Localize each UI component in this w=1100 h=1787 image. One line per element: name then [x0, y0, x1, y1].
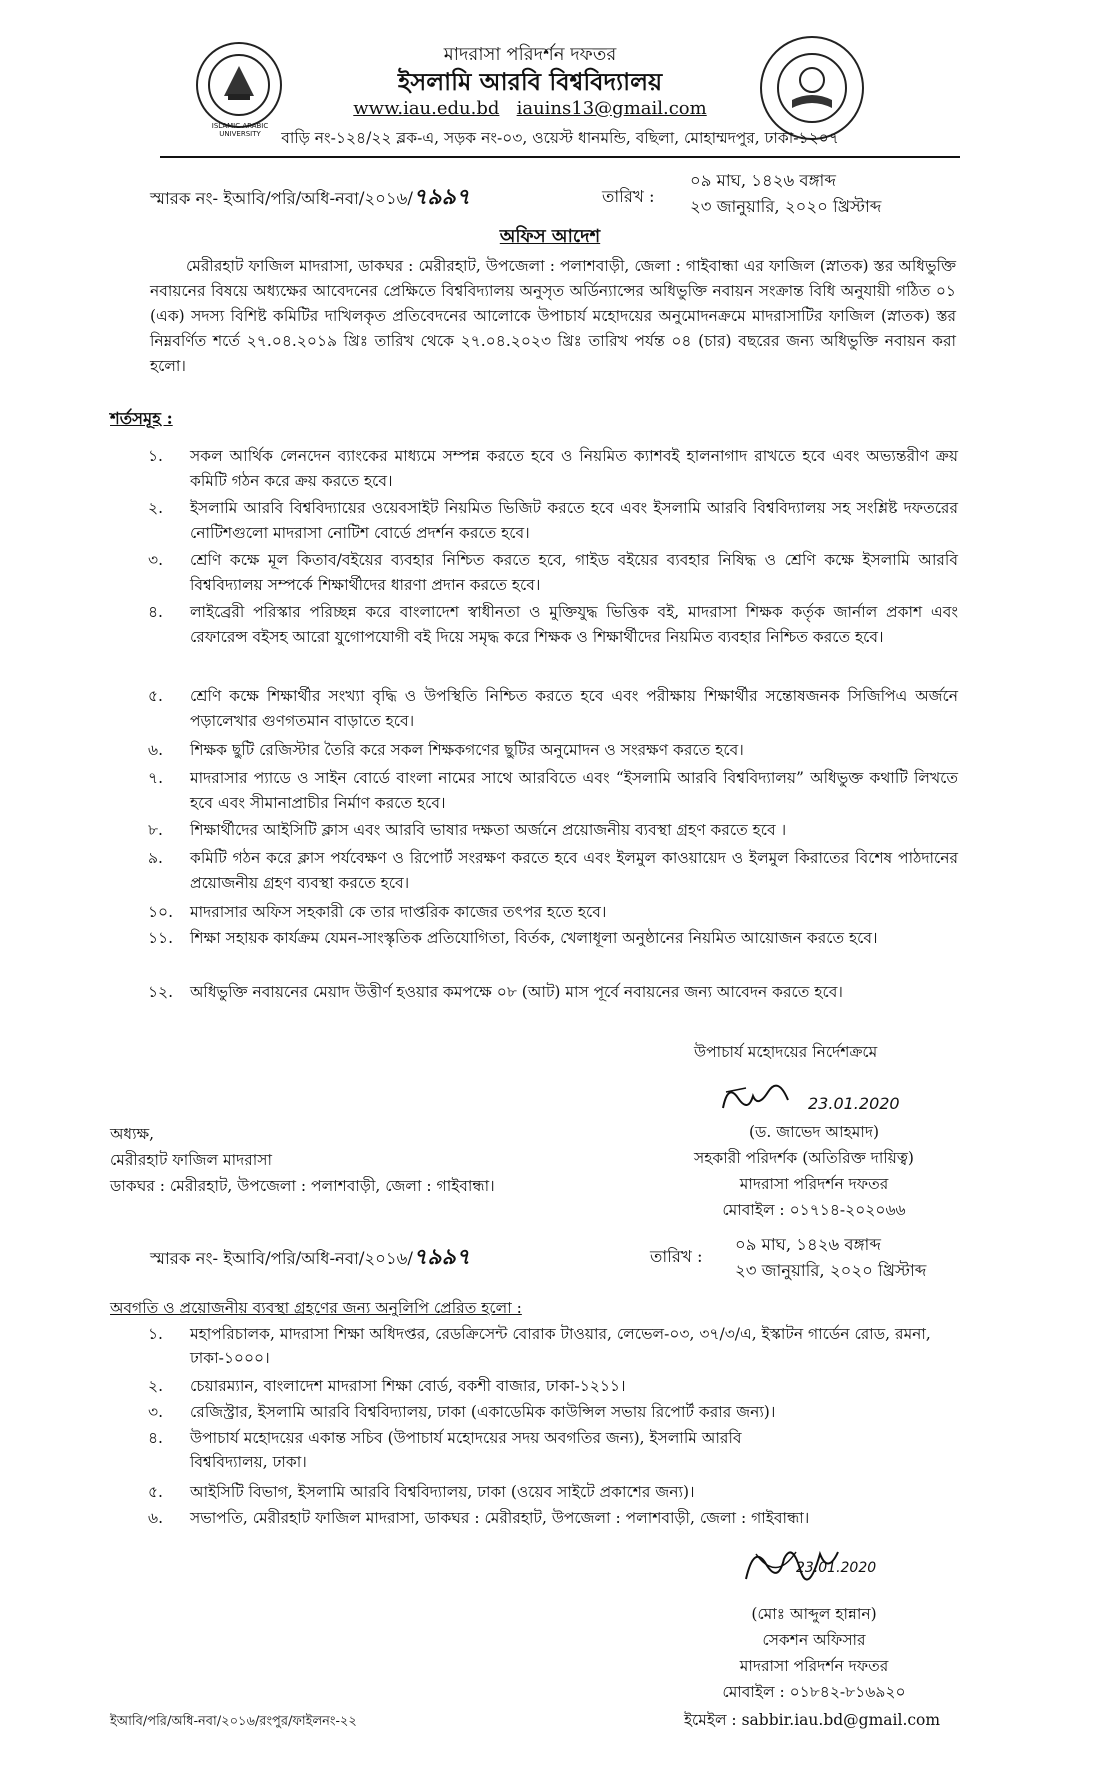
conditions-heading: শর্তসমূহ :: [110, 409, 173, 428]
condition-item: ২. ইসলামি আরবি বিশ্ববিদ্যায়ের ওয়েবসাইট নিয়মিত ভিজিট করতে হবে এবং ইসলামি আরবি বিশ্ববিদ্যালয় সহ সংশ্লিষ্ট দফতরের নোটিশগুলো মাদরাসা নোটিশ বোর্ডে প্রদর্শন করতে হবে।: [148, 499, 958, 542]
condition-item: ১২. অধিভুক্তি নবায়নের মেয়াদ উত্তীর্ণ হওয়ার কমপক্ষে ০৮ (আট) মাস পূর্বে নবায়নের জন্য আবেদন করতে হবে।: [148, 983, 843, 1001]
footer-file-reference: ইআবি/পরি/অধি-নবা/২০১৬/রংপুর/ফাইলনং-২২: [110, 1714, 357, 1729]
signatory-name: (ড. জাভেদ আহমাদ): [748, 1123, 880, 1141]
page-title: অফিস আদেশ: [499, 226, 601, 247]
copy-item: ২. চেয়ারম্যান, বাংলাদেশ মাদরাসা শিক্ষা বোর্ড, বকশী বাজার, ঢাকা-১২১১।: [148, 1377, 626, 1395]
signatory-designation: সেকশন অফিসার: [762, 1631, 866, 1649]
condition-item: ৪. লাইব্রেরী পরিস্কার পরিচ্ছন্ন করে বাংলাদেশ স্বাধীনতা ও মুক্তিযুদ্ধ ভিত্তিক বই, মাদরাসা শিক্ষক কর্তৃক জার্নাল প্রকাশ এবং রেফারেন্স বইসহ আরো যুগোপযোগী বই দিয়ে সমৃদ্ধ করে শিক্ষক ও শিক্ষার্থীদের নিয়মিত ব্যবহার নিশ্চিত করতে হবে।: [148, 603, 958, 646]
condition-item: ৮. শিক্ষার্থীদের আইসিটি ক্লাস এবং আরবি ভাষার দক্ষতা অর্জনে প্রয়োজনীয় ব্যবস্থা গ্রহণ করতে হবে ।: [148, 821, 787, 839]
contact-line: [300, 98, 760, 119]
date-english: ২৩ জানুয়ারি, ২০২০ খ্রিস্টাব্দ: [735, 1261, 927, 1280]
copy-item: ৬. সভাপতি, মেরীরহাট ফাজিল মাদরাসা, ডাকঘর : মেরীরহাট, উপজেলা : পলাশবাড়ী, জেলা : গাইবান্ধা।: [148, 1509, 810, 1527]
book-emblem-icon: [762, 38, 862, 138]
office-name: মাদরাসা পরিদর্শন দফতর: [443, 44, 617, 65]
university-name: ইসলামি আরবি বিশ্ববিদ্যালয়: [397, 67, 663, 96]
by-order-text: উপাচার্য মহোদয়ের নির্দেশক্রমে: [694, 1043, 878, 1061]
condition-item: ৩. শ্রেণি কক্ষে মূল কিতাব/বইয়ের ব্যবহার নিশ্চিত করতে হবে, গাইড বইয়ের ব্যবহার নিষিদ্ধ ও শ্রেণি কক্ষে ইসলামি আরবি বিশ্ববিদ্যালয় সম্পর্কে শিক্ষার্থীদের ধারণা প্রদান করতে হবে।: [148, 551, 958, 594]
website-link[interactable]: www.iau.edu.bd: [353, 98, 500, 119]
memo-number: [150, 180, 470, 217]
addressee-institution: মেরীরহাট ফাজিল মাদরাসা: [110, 1151, 272, 1169]
condition-item: ১১. শিক্ষা সহায়ক কার্যক্রম যেমন-সাংস্কৃতিক প্রতিযোগিতা, বির্তক, খেলাধূলা অনুষ্ঠানের নিয়মিত আয়োজন করতে হবে।: [148, 929, 878, 947]
crest-icon: [198, 44, 280, 126]
copy-item: ১. মহাপরিচালক, মাদরাসা শিক্ষা অধিদপ্তর, রেডক্রিসেন্ট বোরাক টাওয়ার, লেভেল-০৩, ৩৭/৩/এ, ইস্কাটন গার্ডেন রোড, রমনা, ঢাকা-১০০০।: [148, 1325, 931, 1367]
signatory-name: (মোঃ আব্দুল হান্নান): [751, 1605, 877, 1623]
signatory-designation: সহকারী পরিদর্শক (অতিরিক্ত দায়িত্ব): [694, 1149, 914, 1167]
signatory-email: ইমেইল : sabbir.iau.bd@gmail.com: [684, 1711, 941, 1729]
memo-label: স্মারক নং- ইআবি/পরি/অধি-নবা/২০১৬/: [150, 189, 413, 208]
signatory-mobile: মোবাইল : ০১৮৪২-৮১৬৯২০: [722, 1683, 906, 1701]
copy-item: ৪. উপাচার্য মহোদয়ের একান্ত সচিব (উপাচার্য মহোদয়ের সদয় অবগতির জন্য), ইসলামি আরবি বিশ্ববিদ্যালয়, ঢাকা।: [148, 1429, 742, 1471]
condition-item: ৫. শ্রেণি কক্ষে শিক্ষার্থীর সংখ্যা বৃদ্ধি ও উপস্থিতি নিশ্চিত করতে হবে এবং পরীক্ষায় শিক্ষার্থীর সন্তোষজনক সিজিপিএ অর্জনে পড়ালেখার গুণগতমান বাড়াতে হবে।: [148, 687, 958, 730]
addressee-address: ডাকঘর : মেরীরহাট, উপজেলা : পলাশবাড়ী, জেলা : গাইবান্ধা।: [110, 1177, 495, 1195]
signature-date: 23.01.2020: [796, 1560, 877, 1576]
memo-number: [150, 1240, 470, 1277]
date-label: তারিখ :: [650, 1247, 703, 1266]
office-address: বাড়ি নং-১২৪/২২ ব্লক-এ, সড়ক নং-০৩, ওয়েস্ট ধানমন্ডি, বছিলা, মোহাম্মদপুর, ঢাকা-১২০৭: [160, 126, 960, 158]
left-logo-text: ISLAMIC ARABIC UNIVERSITY: [211, 122, 269, 138]
copy-item: ৩. রেজিস্ট্রার, ইসলামি আরবি বিশ্ববিদ্যালয়, ঢাকা (একাডেমিক কাউন্সিল সভায় রিপোর্ট করার জন্য)।: [148, 1403, 776, 1421]
date-bangla: ০৯ মাঘ, ১৪২৬ বঙ্গাব্দ: [735, 1235, 881, 1254]
date-english: ২৩ জানুয়ারি, ২০২০ খ্রিস্টাব্দ: [690, 197, 882, 216]
condition-item: ১. সকল আর্থিক লেনদেন ব্যাংকের মাধ্যমে সম্পন্ন করতে হবে ও নিয়মিত ক্যাশবই হালনাগাদ রাখতে হবে এবং অভ্যন্তরীণ ক্রয় কমিটি গঠন করে ক্রয় করতে হবে।: [148, 447, 958, 490]
date-label: তারিখ :: [602, 187, 655, 206]
condition-item: ৯. কমিটি গঠন করে ক্লাস পর্যবেক্ষণ ও রিপোর্ট সংরক্ষণ করতে হবে এবং ইলমুল কাওয়ায়েদ ও ইলমুল কিরাতের বিশেষ পাঠদানের প্রয়োজনীয় গ্রহণ ব্যবস্থা করতে হবে।: [148, 849, 958, 892]
date-bangla: ০৯ মাঘ, ১৪২৬ বঙ্গাব্দ: [690, 171, 836, 190]
signatory-mobile: মোবাইল : ০১৭১৪-২০২০৬৬: [722, 1201, 906, 1219]
condition-item: ৬. শিক্ষক ছুটি রেজিস্টার তৈরি করে সকল শিক্ষকগণের ছুটির অনুমোদন ও সংরক্ষণ করতে হবে।: [148, 741, 744, 759]
condition-item: ৭. মাদরাসার প্যাডে ও সাইন বোর্ডে বাংলা নামের সাথে আরবিতে এবং “ইসলামি আরবি বিশ্ববিদ্যালয়” অধিভুক্ত কথাটি লিখতে হবে এবং সীমানাপ্রাচীর নির্মাণ করতে হবে।: [148, 769, 958, 812]
addressee-title: অধ্যক্ষ,: [110, 1125, 155, 1143]
memo-label: স্মারক নং- ইআবি/পরি/অধি-নবা/২০১৬/: [150, 1249, 413, 1268]
email-link[interactable]: iauins13@gmail.com: [516, 98, 707, 119]
memo-handwritten-number: ৭৯৯৭: [412, 184, 471, 210]
copies-heading: অবগতি ও প্রয়োজনীয় ব্যবস্থা গ্রহণের জন্য অনুলিপি প্রেরিত হলো :: [110, 1299, 522, 1317]
university-logo-left: [196, 42, 282, 128]
signature-scribble-icon: [718, 1078, 808, 1118]
signatory-office: মাদরাসা পরিদর্শন দফতর: [739, 1175, 889, 1193]
handwritten-signature: [718, 1078, 808, 1122]
copy-item: ৫. আইসিটি বিভাগ, ইসলামি আরবি বিশ্ববিদ্যালয়, ঢাকা (ওয়েব সাইটে প্রকাশের জন্য)।: [148, 1483, 695, 1501]
signatory-office: মাদরাসা পরিদর্শন দফতর: [739, 1657, 889, 1675]
signature-date: 23.01.2020: [808, 1094, 900, 1113]
government-logo-right: [760, 36, 864, 140]
condition-item: ১০. মাদরাসার অফিস সহকারী কে তার দাপ্তরিক কাজের তৎপর হতে হবে।: [148, 903, 607, 921]
memo-handwritten-number: ৭৯৯৭: [412, 1244, 471, 1270]
intro-paragraph: মেরীরহাট ফাজিল মাদরাসা, ডাকঘর : মেরীরহাট, উপজেলা : পলাশবাড়ী, জেলা : গাইবান্ধা এর ফাজিল (স্নাতক) স্তর অধিভুক্তি নবায়নের বিষয়ে অধ্যক্ষের আবেদনের প্রেক্ষিতে বিশ্ববিদ্যালয় অনুসৃত অর্ডিন্যান্সের অধিভুক্তি নবায়ন সংক্রান্ত বিধি অনুযায়ী গঠিত ০১ (এক) সদস্য বিশিষ্ট কমিটির দাখিলকৃত প্রতিবেদনের আলোকে উপাচার্য মহোদয়ের অনুমোদনক্রমে মাদরাসাটির ফাজিল (স্নাতক) স্তর নিম্নবর্ণিত শর্তে ২৭.০৪.২০১৯ খ্রিঃ তারিখ থেকে ২৭.০৪.২০২৩ খ্রিঃ তারিখ পর্যন্ত ০৪ (চার) বছরের জন্য অধিভুক্তি নবায়ন করা হলো।: [150, 257, 956, 375]
